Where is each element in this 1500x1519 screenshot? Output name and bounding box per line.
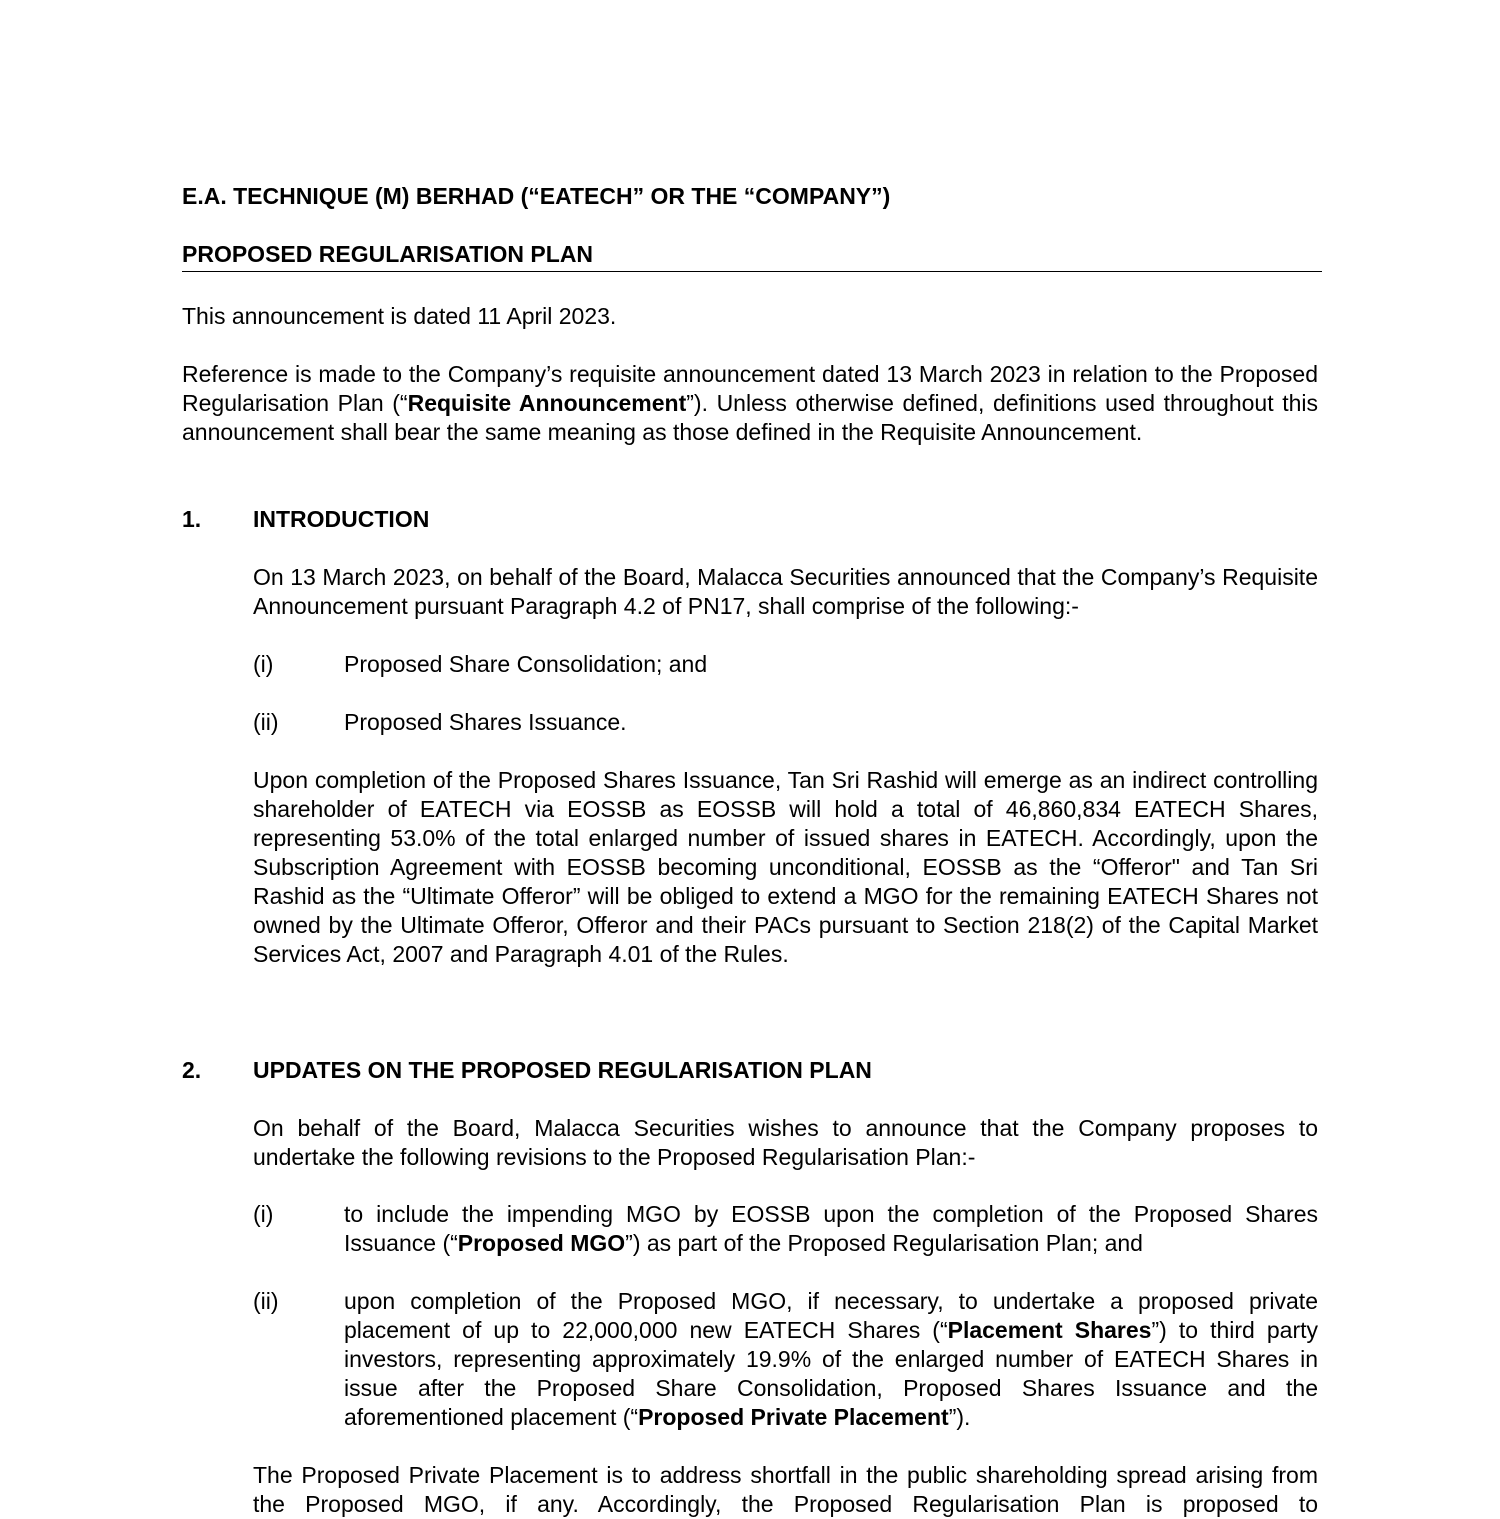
document-subtitle: PROPOSED REGULARISATION PLAN bbox=[182, 241, 594, 267]
section-2-closing-paragraph: The Proposed Private Placement is to address shortfall in the public shareholding spread arising from the Proposed MGO, if any. Accordingly, the Proposed Regularisation Plan is proposed to bbox=[253, 1462, 1318, 1517]
section-number: 1. bbox=[182, 506, 202, 532]
section-2-list-item bbox=[182, 1287, 1318, 1437]
list-item-text: Proposed Shares Issuance. bbox=[344, 709, 627, 735]
section-number: 2. bbox=[182, 1057, 202, 1083]
section-2-list-item bbox=[182, 1200, 1318, 1260]
section-1-intro: On 13 March 2023, on behalf of the Board, Malacca Securities announced that the Company’s Requisite Announcement pursuant Paragraph 4.2 of PN17, shall comprise of the following:- bbox=[253, 564, 1318, 619]
item-text-1: to include the impending MGO by EOSSB upon the completion of the Proposed Shares Issuance (“ bbox=[344, 1201, 1318, 1256]
item-text-1: upon completion of the Proposed MGO, if necessary, to undertake a proposed private placement of up to 22,000,000 new EATECH Shares (“ bbox=[344, 1288, 1318, 1343]
reference-text-1: Reference is made to the Company’s requisite announcement dated 13 March 2023 in relation to the Proposed Regularisation Plan (“ bbox=[182, 361, 1318, 416]
list-marker: (ii) bbox=[253, 709, 279, 735]
list-item-text bbox=[344, 1287, 1318, 1432]
reference-defined-term: Requisite Announcement bbox=[407, 390, 687, 416]
item-text-3: ”). bbox=[948, 1404, 971, 1430]
section-1-list-item bbox=[182, 708, 1318, 737]
section-title: UPDATES ON THE PROPOSED REGULARISATION PLAN bbox=[253, 1057, 872, 1083]
subtitle-underlined-block bbox=[182, 240, 1322, 272]
defined-term-proposed-private-placement: Proposed Private Placement bbox=[638, 1404, 949, 1430]
reference-text-2: ”). Unless otherwise defined, definitions used throughout this announcement shall bear the same meaning as those defined in the Requisite Announcement. bbox=[182, 390, 1318, 445]
reference-paragraph bbox=[182, 360, 1318, 447]
section-2-intro: On behalf of the Board, Malacca Securities wishes to announce that the Company proposes to undertake the following revisions to the Proposed Regularisation Plan:- bbox=[253, 1115, 1318, 1170]
item-text-2: ”) as part of the Proposed Regularisation Plan; and bbox=[625, 1230, 1143, 1256]
item-text-2: ”) to third party investors, representing approximately 19.9% of the enlarged number of EATECH Shares in issue after the Proposed Share Consolidation, Proposed Shares Issuance and the aforementioned placement (“ bbox=[344, 1317, 1318, 1430]
section-1-list-item bbox=[182, 650, 1318, 679]
section-title: INTRODUCTION bbox=[253, 506, 430, 532]
defined-term-placement-shares: Placement Shares bbox=[947, 1317, 1152, 1343]
section-1-closing-paragraph: Upon completion of the Proposed Shares Issuance, Tan Sri Rashid will emerge as an indirect controlling shareholder of EATECH via EOSSB as EOSSB will hold a total of 46,860,834 EATECH Shares, representing 53.0% of the total enlarged number of issued shares in EATECH. Accordingly, upon the Subscription Agreement with EOSSB becoming unconditional, EOSSB as the “Offeror" and Tan Sri Rashid as the “Ultimate Offeror” will be obliged to extend a MGO for the remaining EATECH Shares not owned by the Ultimate Offeror, Offeror and their PACs pursuant to Section 218(2) of the Capital Market Services Act, 2007 and Paragraph 4.01 of the Rules. bbox=[253, 767, 1318, 967]
document-title: E.A. TECHNIQUE (M) BERHAD (“EATECH” OR THE “COMPANY”) bbox=[182, 183, 891, 209]
list-item-text: Proposed Share Consolidation; and bbox=[344, 651, 708, 677]
list-item-text bbox=[344, 1200, 1318, 1258]
list-marker: (ii) bbox=[253, 1288, 279, 1314]
list-marker: (i) bbox=[253, 651, 274, 677]
list-marker: (i) bbox=[253, 1201, 274, 1227]
date-line: This announcement is dated 11 April 2023. bbox=[182, 303, 617, 329]
defined-term-proposed-mgo: Proposed MGO bbox=[457, 1230, 626, 1256]
